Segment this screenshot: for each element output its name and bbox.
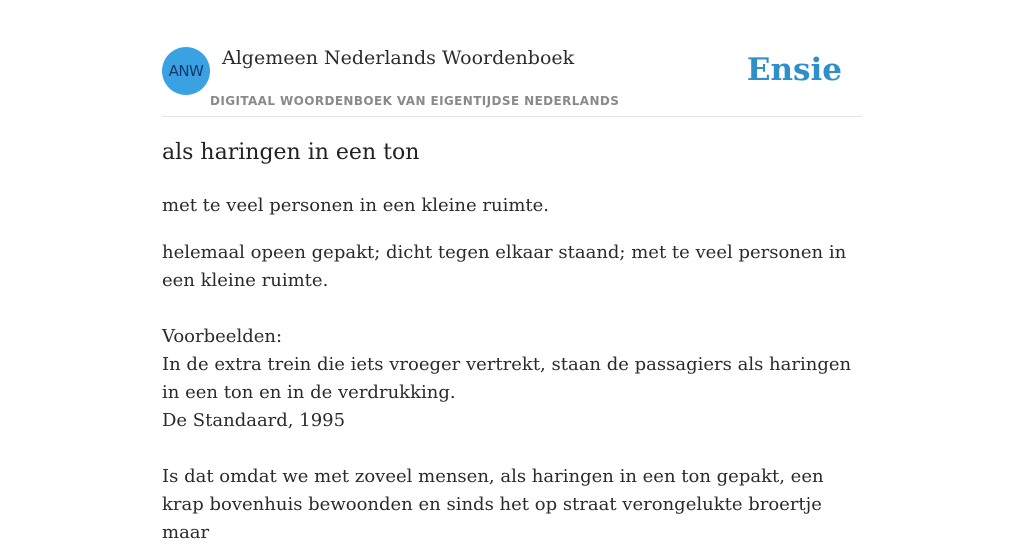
example-text: Is dat omdat we met zoveel mensen, als haringen in een ton gepakt, een krap bovenhuis bewoonden en sinds het op straat verongelukte broertje maar [162, 466, 824, 543]
full-definition: helemaal opeen gepakt; dicht tegen elkaar staand; met te veel personen in een kleine ruimte. [162, 242, 847, 291]
site-header [162, 40, 862, 117]
spacer [162, 295, 862, 323]
dictionary-title[interactable]: Algemeen Nederlands Woordenboek [222, 47, 575, 69]
example-source: De Standaard, 1995 [162, 410, 346, 431]
entry-term: als haringen in een ton [162, 140, 420, 165]
examples-heading: Voorbeelden: [162, 326, 283, 347]
spacer [162, 435, 862, 463]
ensie-logo-link[interactable]: Ensie [746, 52, 842, 88]
logo-text: ANW [168, 62, 204, 80]
anw-logo[interactable] [162, 47, 210, 95]
entry-body [162, 239, 862, 547]
short-definition: met te veel personen in een kleine ruimte. [162, 195, 550, 216]
dictionary-subtitle: DIGITAAL WOORDENBOEK VAN EIGENTIJDSE NEDERLANDS [210, 94, 620, 108]
example-text: In de extra trein die iets vroeger vertrekt, staan de passagiers als haringen in een ton en in de verdrukking. [162, 354, 852, 403]
